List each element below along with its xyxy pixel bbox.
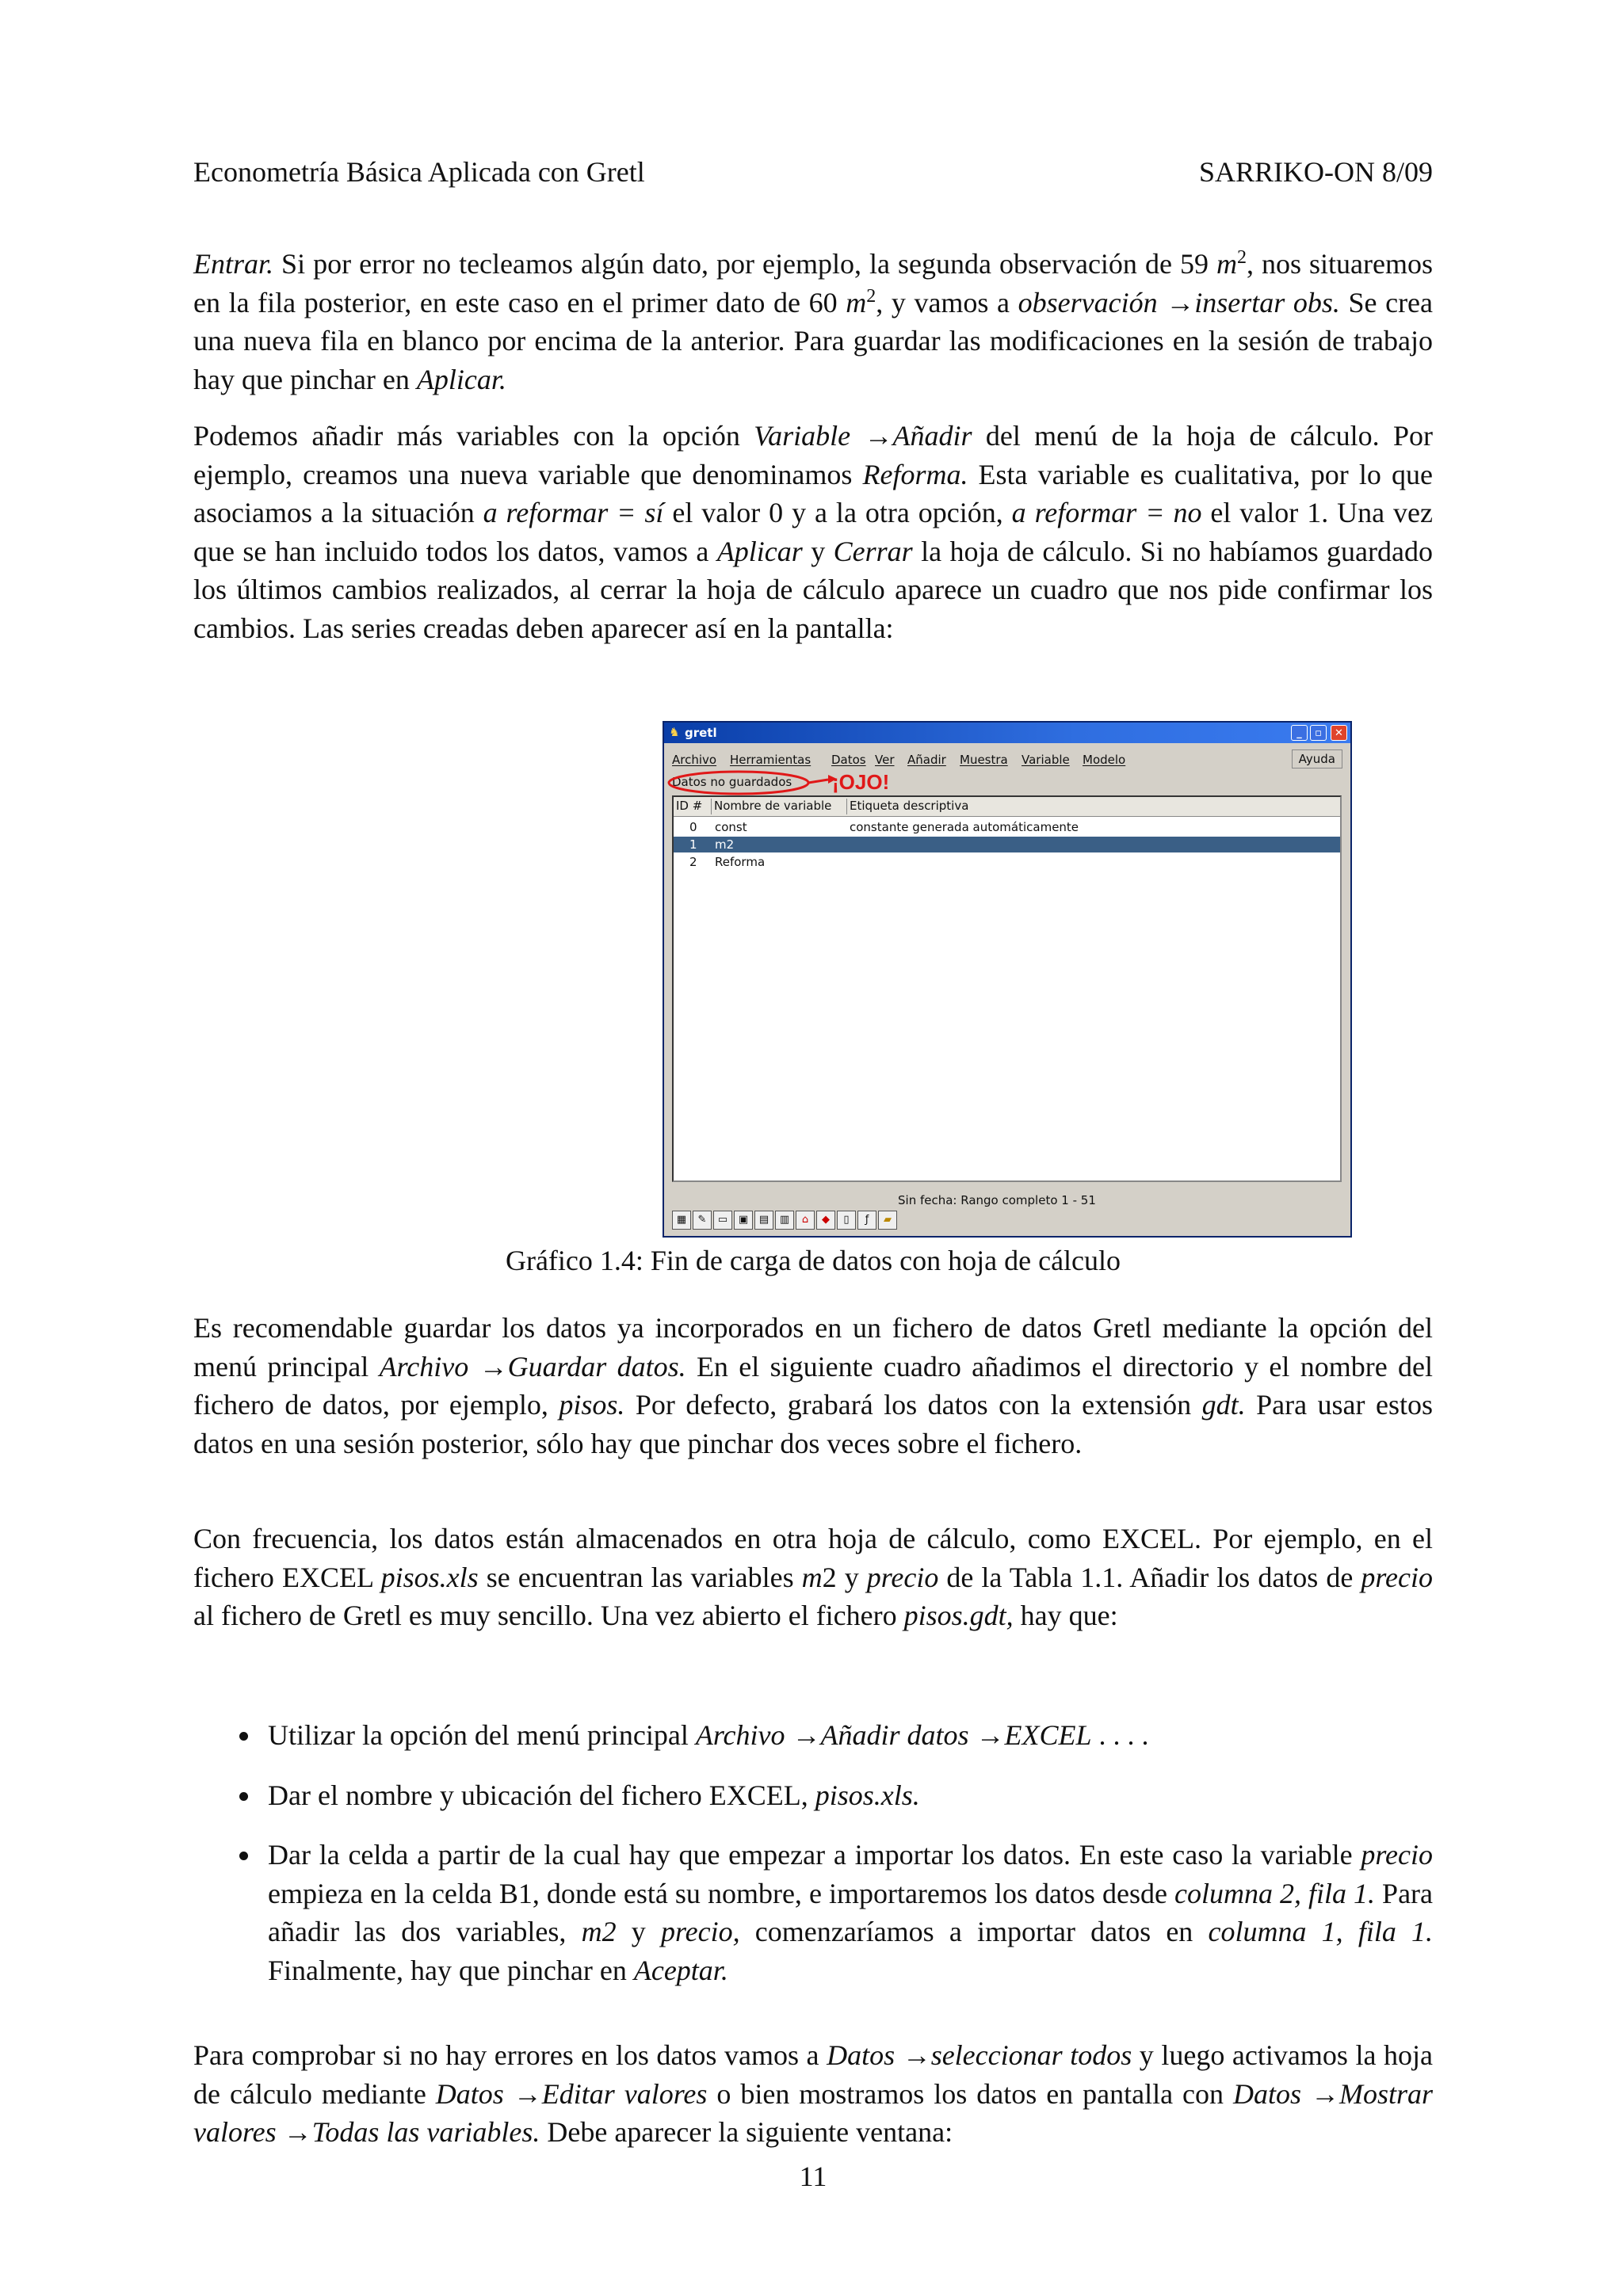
header-series: SARRIKO-ON 8/09 (1198, 156, 1433, 188)
term-reforma: Reforma. (862, 458, 968, 490)
text: Por defecto, grabará los datos con la extensión (624, 1389, 1202, 1421)
term-precio: precio (866, 1561, 939, 1593)
text: el valor 1. Una vez que se han incluido todos los datos, vamos a (193, 497, 1433, 567)
row-name: const (715, 820, 747, 834)
menu-path: Datos →Mostrar valores →Todas las variables. (193, 2077, 1434, 2148)
document-icon[interactable]: ▯ (837, 1211, 856, 1230)
paragraph-variables (193, 417, 1433, 647)
row-name: m2 (715, 837, 735, 852)
text: empieza en la celda B1, donde está su nombre, e importaremos los datos desde (268, 1877, 1174, 1909)
text: hay que: (1013, 1600, 1118, 1631)
text: Para usar estos datos en una sesión posterior, sólo hay que pinchar dos veces sobre el fichero. (193, 1389, 1434, 1459)
text: Esta variable es cualitativa, por lo que asociamos a la situación (193, 458, 1433, 528)
menu-path: Archivo →Añadir datos →EXCEL (695, 1719, 1092, 1751)
term-aplicar: Aplicar (716, 535, 803, 567)
annotation-circle-arrow (666, 769, 856, 797)
chart-icon[interactable]: ▥ (775, 1211, 794, 1230)
text: En el siguiente cuadro añadimos el directorio y el nombre del fichero de datos, por ejemplo, (193, 1350, 1433, 1421)
unsaved-status: Datos no guardados (672, 775, 792, 789)
text: al fichero de Gretl es muy sencillo. Una vez abierto el fichero (193, 1600, 904, 1631)
text: y luego activamos la hoja de cálculo mediante (193, 2039, 1433, 2110)
superscript: 2 (1236, 247, 1247, 268)
menu-path: Variable →Añadir (754, 420, 972, 452)
steps-list (193, 1716, 1433, 2011)
menu-bar (672, 753, 1342, 770)
list-item (193, 1716, 1433, 1755)
title-bar (664, 723, 1350, 743)
diamond-icon[interactable]: ◆ (816, 1211, 835, 1230)
term-precio: precio, (660, 1916, 740, 1947)
paragraph-entrar (193, 245, 1433, 399)
text: Con frecuencia, los datos están almacenados en otra hoja de cálculo, como EXCEL. Por ejemplo, en el fichero EXCEL (193, 1523, 1433, 1593)
text: y (802, 535, 834, 567)
superscript: 2 (866, 285, 876, 307)
bullet-icon (239, 1792, 248, 1801)
menu-path: Archivo →Guardar datos. (379, 1350, 686, 1383)
close-icon[interactable]: ✕ (1331, 725, 1347, 741)
text: Es recomendable guardar los datos ya incorporados en un fichero de datos Gretl mediante la opción del menú principal (193, 1312, 1433, 1383)
row-id: 0 (689, 820, 697, 834)
menu-modelo[interactable]: Modelo (1083, 753, 1126, 767)
math-condition: a reformar = sí (483, 497, 664, 528)
text: 2 y (822, 1561, 867, 1593)
term-file: pisos.xls. (815, 1779, 920, 1811)
window-icon[interactable]: ▭ (713, 1211, 732, 1230)
term-file: pisos.xls (380, 1561, 479, 1593)
text: comenzaríamos a importar datos en (739, 1916, 1209, 1947)
console-icon[interactable]: ▣ (734, 1211, 753, 1230)
text: Dar el nombre y ubicación del fichero EXCEL, (268, 1779, 815, 1811)
header-title: Econometría Básica Aplicada con Gretl (193, 156, 645, 188)
list-item (193, 1836, 1433, 1989)
term-cell: columna 2, fila 1. (1174, 1877, 1376, 1909)
text: y (616, 1916, 661, 1947)
bookmark-icon[interactable]: ⌂ (796, 1211, 815, 1230)
text: , nos situaremos en la fila posterior, en este caso en el primer dato de 60 (193, 248, 1433, 318)
text: Para añadir las dos variables, (268, 1877, 1434, 1947)
gretl-app-icon: ♞ (669, 725, 680, 739)
text: Si por error no tecleamos algún dato, por ejemplo, la segunda observación de 59 (273, 248, 1216, 280)
term-precio: precio (1361, 1561, 1433, 1593)
text: el valor 0 y a la otra opción, (663, 497, 1012, 528)
maximize-icon[interactable]: ▫ (1310, 725, 1327, 741)
text: , y vamos a (876, 286, 1018, 318)
row-label: constante generada automáticamente (850, 820, 1079, 834)
bullet-icon (239, 1732, 248, 1741)
column-header-label[interactable]: Etiqueta descriptiva (850, 799, 969, 813)
running-header (193, 155, 1433, 187)
text: o bien mostramos los datos en pantalla con (707, 2077, 1234, 2110)
page-number: 11 (799, 2161, 827, 2192)
menu-muestra[interactable]: Muestra (960, 753, 1008, 767)
row-id: 1 (689, 837, 697, 852)
column-header-name[interactable]: Nombre de variable (712, 799, 847, 814)
bullet-icon (239, 1852, 248, 1860)
text: de la Tabla 1.1. Añadir los datos de (938, 1561, 1361, 1593)
text: Utilizar la opción del menú principal (268, 1719, 696, 1751)
column-header-id[interactable]: ID # (674, 799, 712, 814)
term-pisos: pisos. (559, 1389, 625, 1421)
term-aceptar: Aceptar. (633, 1954, 728, 1986)
term-cell: columna 1, fila 1. (1208, 1916, 1434, 1947)
math-m: m (846, 286, 867, 318)
menu-herramientas[interactable]: Herramientas (730, 753, 812, 767)
math-m: m (1216, 248, 1237, 280)
math-condition: a reformar = no (1011, 497, 1202, 528)
annotation-ojo: ¡OJO! (832, 770, 890, 794)
term-entrar: Entrar. (193, 248, 274, 280)
edit-icon[interactable]: ✎ (693, 1211, 712, 1230)
text: se encuentran las variables (478, 1561, 802, 1593)
paragraph-guardar (193, 1309, 1433, 1463)
term-gdt: gdt. (1201, 1389, 1246, 1421)
text: Podemos añadir más variables con la opción (193, 420, 754, 452)
variable-list[interactable] (672, 795, 1342, 1182)
gretl-window-screenshot (663, 721, 1352, 1238)
text: Finalmente, hay que pinchar en (268, 1954, 634, 1986)
paragraph-comprobar (193, 2036, 1433, 2152)
text: Dar la celda a partir de la cual hay que empezar a importar los datos. En este caso la variable (268, 1839, 1361, 1871)
table-row[interactable] (674, 819, 1340, 835)
figure-caption: Gráfico 1.4: Fin de carga de datos con hoja de cálculo (505, 1245, 1121, 1276)
menu-archivo[interactable]: Archivo (672, 753, 717, 767)
text: . . . . (1091, 1719, 1149, 1751)
table-row[interactable] (674, 854, 1340, 870)
menu-path: Datos →seleccionar todos (827, 2039, 1132, 2071)
text: Se crea una nueva fila en blanco por encima de la anterior. Para guardar las modificaciones en la sesión de trabajo hay que pinchar en (193, 286, 1434, 395)
window-title: gretl (685, 726, 717, 740)
menu-datos[interactable]: Datos (831, 753, 866, 767)
term-aplicar: Aplicar. (416, 363, 506, 395)
folder-icon[interactable]: ▰ (878, 1211, 897, 1230)
term-m2: m2 (581, 1916, 617, 1947)
term-cerrar: Cerrar (833, 535, 913, 567)
text: Debe aparecer la siguiente ventana: (540, 2116, 953, 2148)
term-precio: precio (1361, 1839, 1433, 1871)
text: Para comprobar si no hay errores en los datos vamos a (193, 2039, 827, 2071)
term-file: pisos.gdt, (903, 1600, 1014, 1631)
page (193, 0, 1433, 2296)
menu-ayuda[interactable]: Ayuda (1292, 749, 1342, 769)
menu-ver[interactable]: Ver (875, 753, 895, 767)
text: del menú de la hoja de cálculo. Por ejemplo, creamos una nueva variable que denominamos (193, 420, 1433, 490)
row-id: 2 (689, 855, 697, 869)
menu-path: Datos →Editar valores (435, 2077, 708, 2110)
calculator-icon[interactable]: ▦ (672, 1211, 691, 1230)
paragraph-excel (193, 1520, 1433, 1635)
text: la hoja de cálculo. Si no habíamos guardado los últimos cambios realizados, al cerrar la hoja de cálculo aparece un cuadro que nos pide confirmar los cambios. Las series creadas deben aparecer así en la pantalla: (193, 535, 1433, 644)
list-header (674, 797, 1340, 817)
menu-variable[interactable]: Variable (1022, 753, 1070, 767)
table-row[interactable] (674, 837, 1340, 852)
range-status: Sin fecha: Rango completo 1 - 51 (898, 1193, 1096, 1207)
math-m: m (801, 1561, 823, 1593)
minimize-icon[interactable]: _ (1291, 725, 1308, 741)
menu-path: observación →insertar obs. (1018, 286, 1340, 318)
row-name: Reforma (715, 855, 766, 869)
function-icon[interactable]: ƒ (857, 1211, 876, 1230)
menu-anadir[interactable]: Añadir (907, 753, 946, 767)
list-item (193, 1776, 1433, 1815)
session-icon[interactable]: ▤ (754, 1211, 773, 1230)
